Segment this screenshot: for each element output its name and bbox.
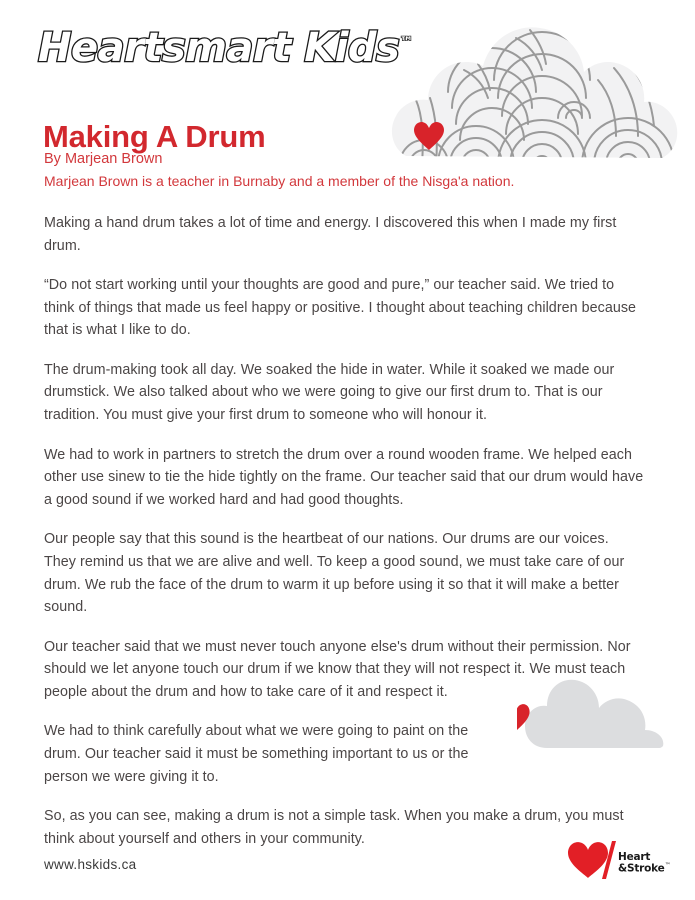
footer-website-url[interactable]: www.hskids.ca xyxy=(44,857,137,872)
body-paragraph: Our teacher said that we must never touch anyone else's drum without their permission. Nor should we let anyone touch our drum if we know that they will not respect it. We must teach people about the drum and how to take care of it and respect it. xyxy=(44,638,631,700)
brand-logo xyxy=(38,25,413,71)
body-paragraph: The drum-making took all day. We soaked the hide in water. While it soaked we made our drumstick. We also talked about who we were going to give our first drum to. That is our tradition. You must give your first drum to someone who will honour it. xyxy=(44,361,615,424)
byline-author: By Marjean Brown xyxy=(44,151,163,167)
decorative-cloud-bottom-icon xyxy=(517,676,687,756)
brand-trademark-symbol: ™ xyxy=(399,34,413,51)
body-paragraph: Making a hand drum takes a lot of time and energy. I discovered this when I made my first drum. xyxy=(44,215,617,254)
brand-logo-text: Heartsmart Kids xyxy=(38,25,400,71)
decorative-cloud-top-icon xyxy=(386,18,682,166)
body-paragraph: So, as you can see, making a drum is not a simple task. When you make a drum, you must think about yourself and others in your community. xyxy=(44,808,624,847)
body-paragraph: We had to work in partners to stretch the drum over a round wooden frame. We helped each other use sinew to tie the hide tightly on the frame. Our teacher said that our drum would have a good sound if we worked hard and had good thoughts. xyxy=(44,446,644,508)
heart-and-stroke-logo xyxy=(566,840,670,884)
heart-and-stroke-wordmark xyxy=(618,852,670,875)
page-title: Making A Drum xyxy=(43,118,266,154)
logo-trademark-symbol: ™ xyxy=(664,862,671,870)
byline-author-bio: Marjean Brown is a teacher in Burnaby and a member of the Nisga'a nation. xyxy=(44,173,515,189)
body-paragraph: Our people say that this sound is the heartbeat of our nations. Our drums are our voices. They remind us that we are alive and well. To keep a good sound, we must take care of our drum. We rub the face of the drum to warm it up before using it so that it will make a better sound. xyxy=(44,531,625,616)
logo-line-heart: Heart xyxy=(618,851,651,863)
logo-line-stroke: &Stroke xyxy=(618,862,665,875)
body-paragraph: “Do not start working until your thoughts are good and pure,” our teacher said. We tried to think of things that made us feel happy or positive. I thought about teaching children because that is what I like to do. xyxy=(44,277,637,339)
article-body xyxy=(44,212,644,867)
heart-slash-icon xyxy=(566,840,616,880)
body-paragraph: We had to think carefully about what we were going to paint on the drum. Our teacher said it must be something important to us or the person we were giving it to. xyxy=(44,723,469,785)
